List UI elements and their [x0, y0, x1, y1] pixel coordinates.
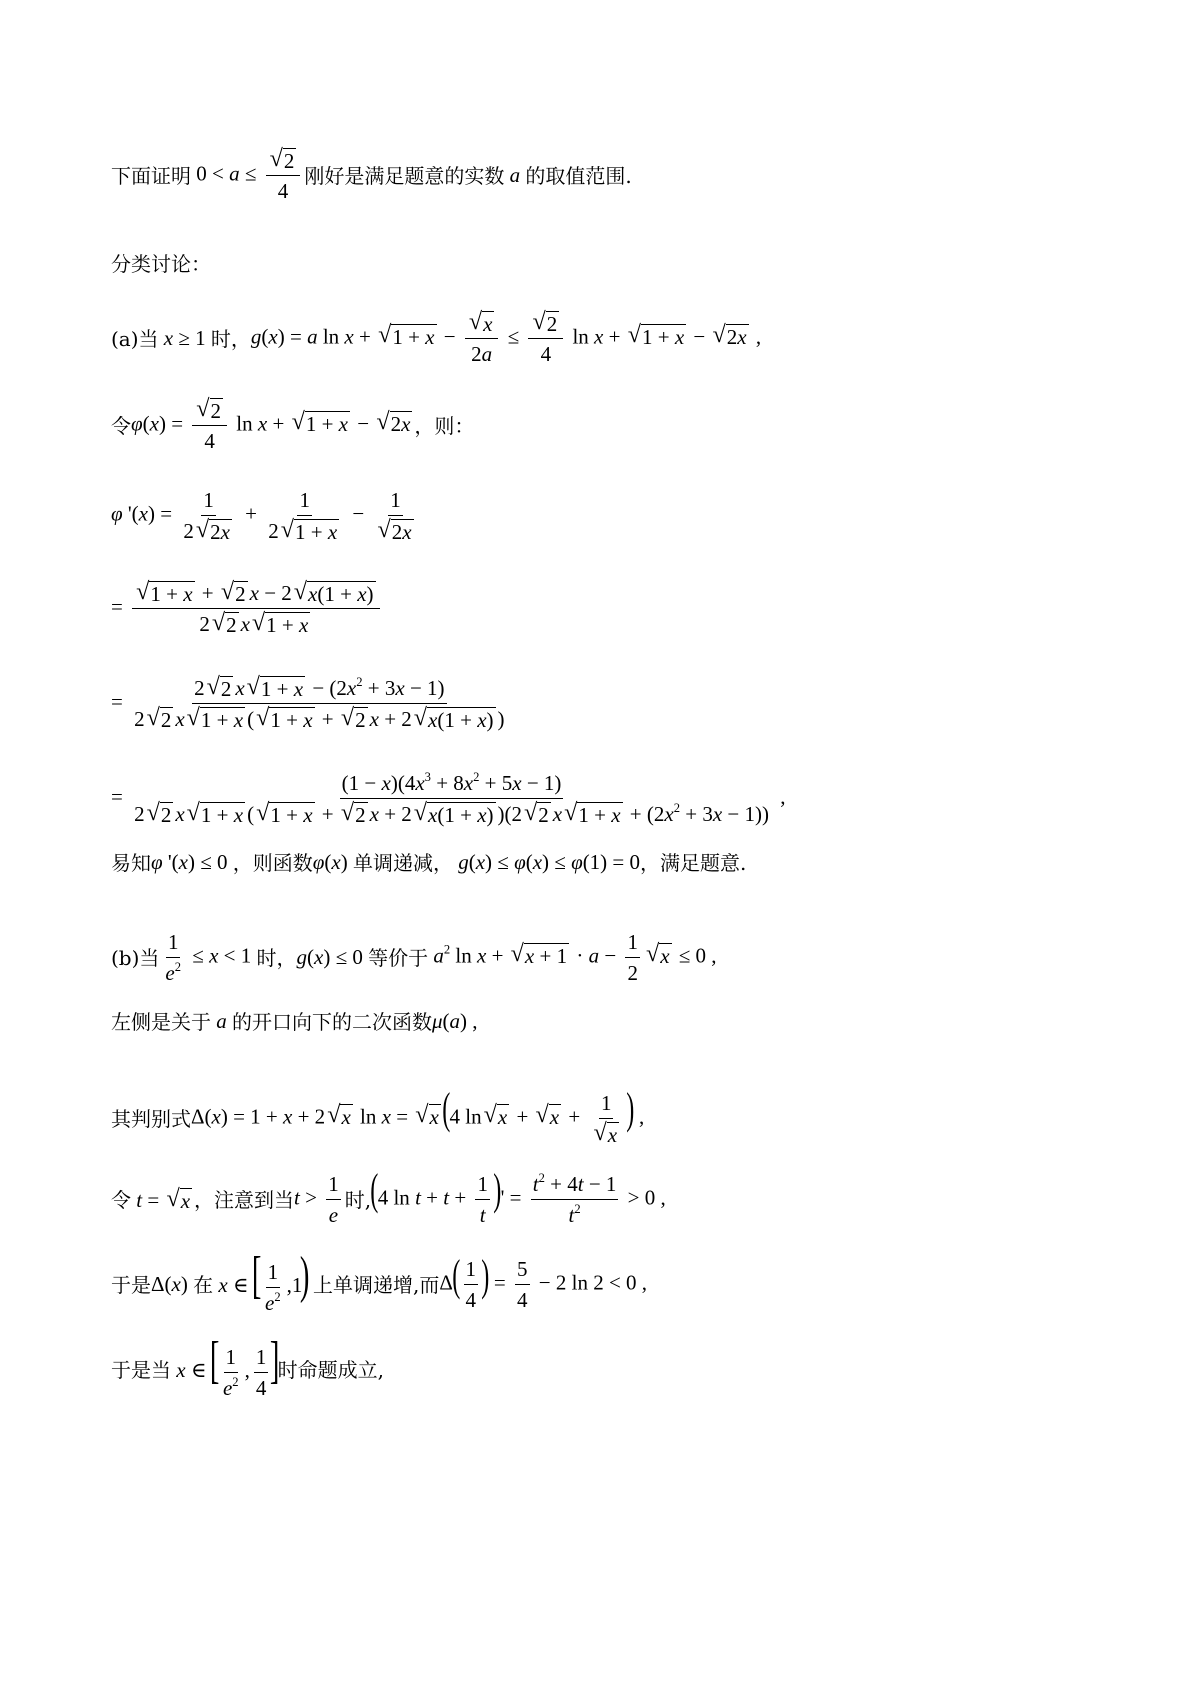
line-14: 于是 Δ(x) 在 x ∈ [ $\frac{1}{e^2}$ ,1) 上单调递增,而 Δ( $\frac{1}{4}$ ) = $\frac{5}{4}$ − 2 ln 2 < 0 ,: [111, 1247, 648, 1315]
line-1: 下面证明 0 < a ≤ √ 2 4 刚好是满足题意的实数 a 的取值范围.: [111, 145, 632, 204]
line-5-derivative: φ '(x) = 1 2 √ 2x + 1 2 √ 1 + x − 1 √ 2x: [111, 488, 412, 545]
line-2: [111, 254, 211, 274]
case-a-cond: 时，: [210, 326, 251, 351]
line13-mid: ，注意到当: [194, 1187, 295, 1212]
line14-mid: 在: [193, 1272, 214, 1297]
line-3: (a)当 x ≥ 1 时， g(x) = a ln x + √ 1 + x − √ x 2a ≤ √ 2 4 ln x + √ 1 + x − √ 2x ,: [111, 308, 762, 367]
line14-pre: 于是: [111, 1272, 151, 1297]
line1-pre: 下面证明: [111, 163, 191, 188]
line-10: (b)当 $\frac{1}{e^2}$ ≤ x < 1 时， g(x) ≤ 0 等价于 $a^2$ ln x + √ x + 1 · a − $\frac{1}{2}$ √ x ≤ 0 ,: [111, 930, 717, 986]
line-4: 令 φ(x) = √ 2 4 ln x + √ 1 + x − √ 2x ，则：: [111, 395, 475, 454]
line-6: = √ 1 + x + √ 2 x − 2 √ x(1 + x) 2 √ 2 x √ 1 + x: [111, 581, 384, 636]
line-9: 易知 φ '(x) ≤ 0 ，则函数 φ(x) 单调递减， g(x) ≤ φ(x) ≤ φ(1) = 0 ，满足题意.: [111, 850, 747, 875]
line14-mid2: 上单调递增,而: [312, 1272, 440, 1297]
line-7: = 2 √ 2 x √ 1 + x − $(2x^2 + 3x - 1)$ 2 √ 2 x √ 1 + x ( √ 1 + x + √ 2 x + 2 √ x(1 + x) ): [111, 673, 505, 733]
line11-pre: 左侧是关于: [111, 1009, 211, 1034]
line15-post: 时命题成立,: [277, 1357, 385, 1382]
line4-pre: 令: [111, 413, 131, 438]
line9-end: ，满足题意.: [640, 850, 747, 875]
line9-mid2: 单调递减，: [352, 850, 453, 875]
line13-mid2: 时,: [344, 1187, 372, 1212]
line13-pre: 令: [111, 1187, 131, 1212]
line-15: 于是当 x ∈ [ $\frac{1}{e^2}$ , $\frac{1}{4}$ ] 时命题成立,: [111, 1332, 385, 1400]
line1-end: 的取值范围.: [525, 163, 632, 188]
line-13: 令 t = √ x ，注意到当 t > $\frac{1}{e}$ 时, (4 ln t + t + $\frac{1}{t}$ )' = $\frac{t^2 + 4t - 1}{t^2}$ > 0 ,: [111, 1165, 666, 1228]
line9-pre: 易知: [111, 850, 151, 875]
line15-pre: 于是当: [111, 1357, 171, 1382]
line1-post: 刚好是满足题意的实数: [304, 163, 505, 188]
line12-pre: 其判别式: [111, 1106, 191, 1131]
case-a-label: (a)当: [111, 326, 159, 351]
case-b-label: (b)当: [111, 945, 160, 970]
line4-post: ，则：: [414, 413, 475, 438]
line-12: 其判别式 Δ(x) = 1 + x + 2 √ x ln x = √ x (4 ln √ x + √ x + 1 √ x ) ,: [111, 1084, 645, 1148]
line-11: 左侧是关于 a 的开口向下的二次函数 μ(a) ,: [111, 1009, 478, 1034]
line-8: = $(1 - x)(4x^3 + 8x^2 + 5x - 1)$ 2 √ 2 x √ 1 + x ( √ 1 + x + √ 2 x + 2 √ x(1 + x) )(2 √ 2 x √ 1 + x + $(2x^2 + 3x - 1)$) ,: [111, 770, 786, 828]
line10-mid: 等价于: [368, 945, 429, 970]
line11-post: 的开口向下的二次函数: [232, 1009, 432, 1034]
case-heading: 分类讨论：: [111, 252, 211, 276]
case-b-cond: 时，: [256, 945, 297, 970]
math-range: 0 < a ≤ √ 2 4: [191, 148, 304, 203]
line9-mid: ，则函数: [232, 850, 313, 875]
